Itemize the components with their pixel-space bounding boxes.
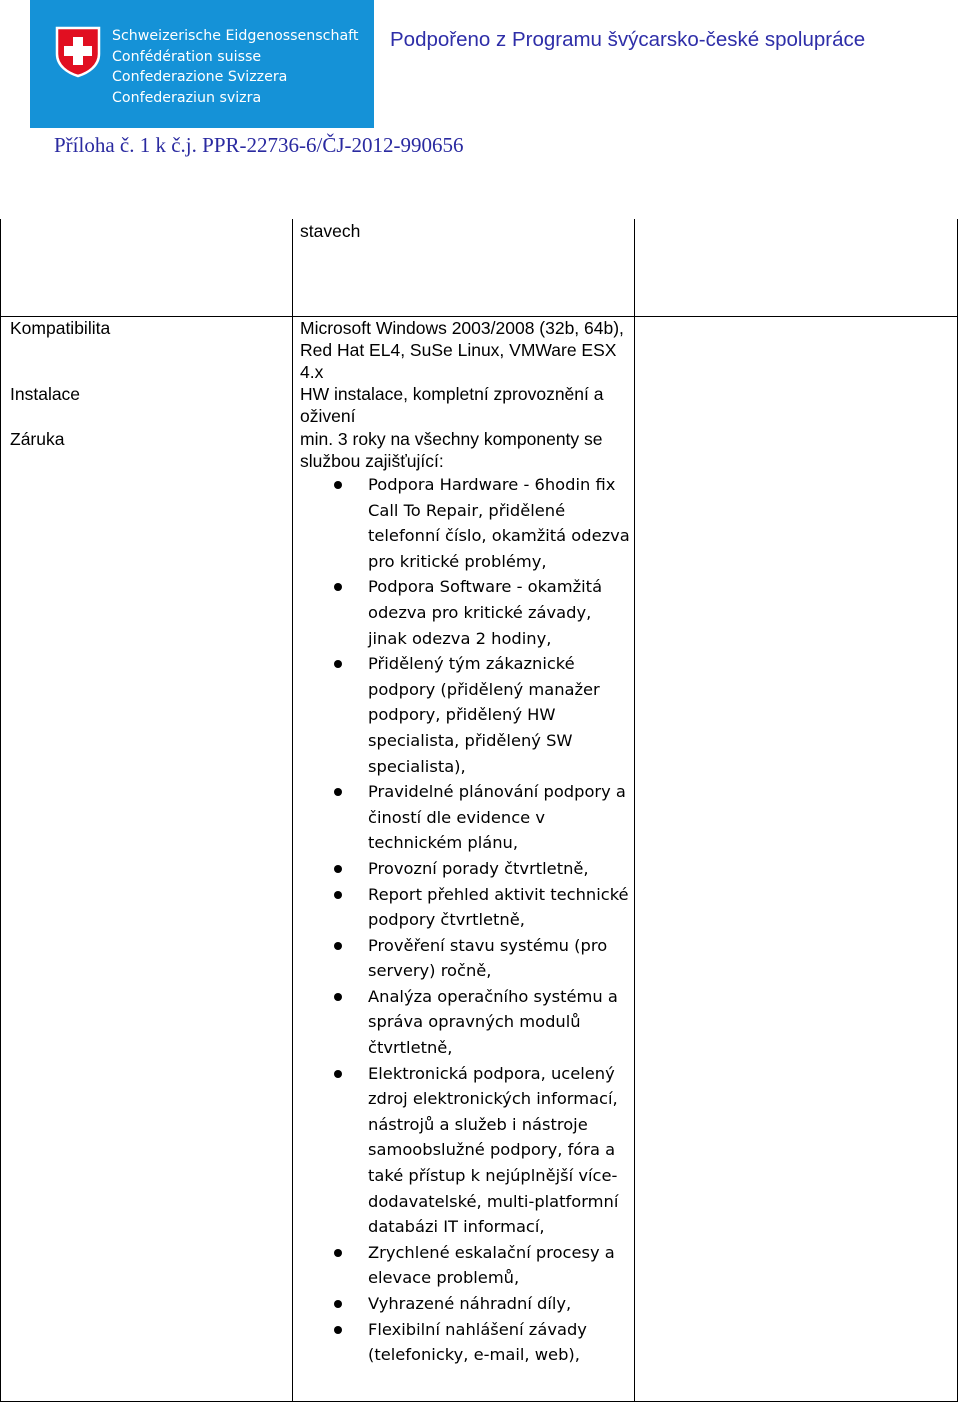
list-item: Pravidelné plánování podpory a čiností dle evidence v technickém plánu, [300,779,635,856]
list-item: Vyhrazené náhradní díly, [300,1291,635,1317]
list-item: Elektronická podpora, ucelený zdroj elektronických informací, nástrojů a služeb i nástroje samoobslužné podpory, fóra a také přístup k nejúplnější více-dodavatelské, multi-platformní databázi IT informací, [300,1061,635,1240]
table-cell-continuation: stavech [300,221,361,241]
row-label-compatibility: Kompatibilita [10,318,111,338]
logo-line: Confederazione Svizzera [112,69,288,85]
table-border-bottom [0,1401,958,1402]
logo-line: Confederaziun svizra [112,89,262,106]
table-border-right [957,219,958,1402]
row-label-installation: Instalace [10,384,81,404]
list-item: Podpora Software - okamžitá odezva pro kritické závady, jinak odezva 2 hodiny, [300,574,635,651]
row-value-warranty: min. 3 roky na všechny komponenty se službou zajišťující: [300,429,603,471]
support-heading: Podpořeno z Programu švýcarsko-české spolupráce [390,28,866,51]
table-border-left [0,219,1,1402]
list-item: Prověření stavu systému (pro servery) ročně, [300,933,635,984]
list-item: Přidělený tým zákaznické podpory (přidělený manažer podpory, přidělený HW specialista, přidělený SW specialista), [300,651,635,779]
logo-text [112,26,358,108]
logo-line: Confédération suisse [112,48,262,65]
list-item: Zrychlené eskalační procesy a elevace problemů, [300,1240,635,1291]
list-item: Provozní porady čtvrtletně, [300,856,635,882]
list-item: Analýza operačního systému a správa opravných modulů čtvrtletně, [300,984,635,1061]
swiss-flag-icon [52,26,104,78]
swiss-confederation-logo [30,0,374,128]
row-value-compatibility: Microsoft Windows 2003/2008 (32b, 64b), Red Hat EL4, SuSe Linux, VMWare ESX 4.x [300,318,624,382]
list-item: Report přehled aktivit technické podpory čtvrtletně, [300,882,635,933]
list-item: Flexibilní nahlášení závady (telefonicky, e-mail, web), [300,1317,635,1368]
document-reference: Příloha č. 1 k č.j. PPR-22736-6/ČJ-2012-990656 [54,133,464,157]
list-item: Podpora Hardware - 6hodin fix Call To Repair, přidělené telefonní číslo, okamžitá odezva pro kritické problémy, [300,472,635,574]
table-border-col1 [292,219,293,1402]
row-value-installation: HW instalace, kompletní zprovoznění a oživení [300,384,604,426]
row-label-warranty: Záruka [10,429,65,449]
warranty-list [300,472,635,1368]
logo-line: Schweizerische Eidgenossenschaft [112,28,359,44]
